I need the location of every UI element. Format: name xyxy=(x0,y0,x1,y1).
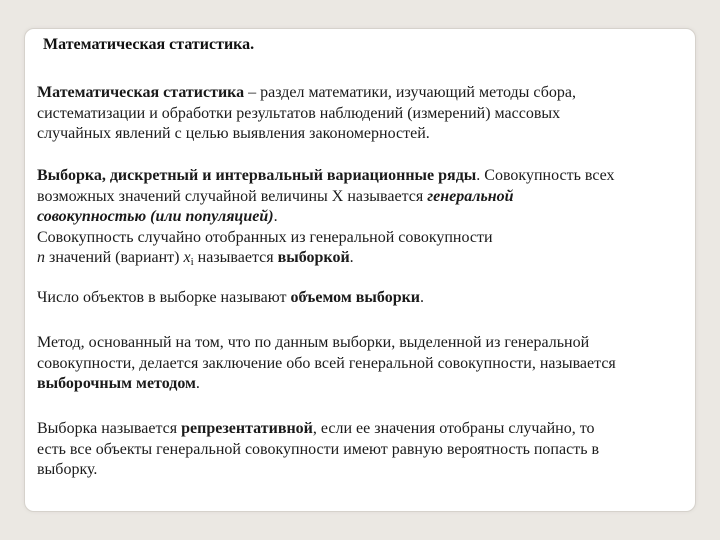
paragraph-line xyxy=(37,374,697,395)
paragraph-line xyxy=(37,83,697,104)
term-math-statistics: Математическая статистика xyxy=(37,84,245,101)
text-span: Число объектов в выборке называют xyxy=(37,289,291,306)
paragraph-line: выборку. xyxy=(37,461,98,478)
term-sample-size: объемом выборки xyxy=(290,289,421,306)
term-sample-series: Выборка, дискретный и интервальный вариационные ряды xyxy=(37,167,477,184)
term-sample: выборкой xyxy=(277,249,350,266)
paragraph-line xyxy=(37,187,697,208)
variable-n: n xyxy=(37,249,45,266)
text-span: называется xyxy=(193,249,278,266)
term-population: совокупностью (или популяцией) xyxy=(37,208,274,225)
text-span: . xyxy=(349,249,354,266)
paragraph-sample-size xyxy=(37,288,697,309)
text-span: . xyxy=(420,289,425,306)
paragraph-line: Метод, основанный на том, что по данным выборки, выделенной из генеральной xyxy=(37,334,590,351)
text-span: , если ее значения отобраны случайно, то xyxy=(312,420,595,437)
text-span: . xyxy=(273,208,278,225)
paragraph-line xyxy=(37,207,697,228)
text-span: значений (вариант) xyxy=(45,249,184,266)
paragraph-representative xyxy=(37,419,697,481)
paragraph-definition xyxy=(37,83,697,145)
text-span: Выборка называется xyxy=(37,420,182,437)
term-sampling-method: выборочным методом xyxy=(37,375,196,392)
paragraph-line xyxy=(37,288,697,309)
text-span: – раздел математики, изучающий методы сбора, xyxy=(244,84,576,101)
variable-x: x xyxy=(183,249,191,266)
paragraph-line xyxy=(37,166,697,187)
text-span: возможных значений случайной величины X называется xyxy=(37,187,428,205)
paragraph-sampling-method xyxy=(37,333,697,395)
paragraph-line: совокупности, делается заключение обо всей генеральной совокупности, называется xyxy=(37,354,616,372)
paragraph-line xyxy=(37,419,697,440)
slide-title: Математическая статистика. xyxy=(43,36,255,53)
term-general-population: генеральной xyxy=(427,187,514,205)
paragraph-sample-series xyxy=(37,166,697,269)
text-span: . Совокупность всех xyxy=(476,167,615,184)
paragraph-line: систематизации и обработки результатов наблюдений (измерений) массовых xyxy=(37,104,561,122)
paragraph-line: Совокупность случайно отобранных из генеральной совокупности xyxy=(37,228,493,246)
subscript-i: i xyxy=(190,256,194,268)
paragraph-line: есть все объекты генеральной совокупности имеют равную вероятность попасть в xyxy=(37,440,600,458)
text-span: . xyxy=(195,375,200,392)
paragraph-line: случайных явлений с целью выявления закономерностей. xyxy=(37,125,430,142)
term-representative: репрезентативной xyxy=(181,420,313,437)
paragraph-line xyxy=(37,248,697,269)
